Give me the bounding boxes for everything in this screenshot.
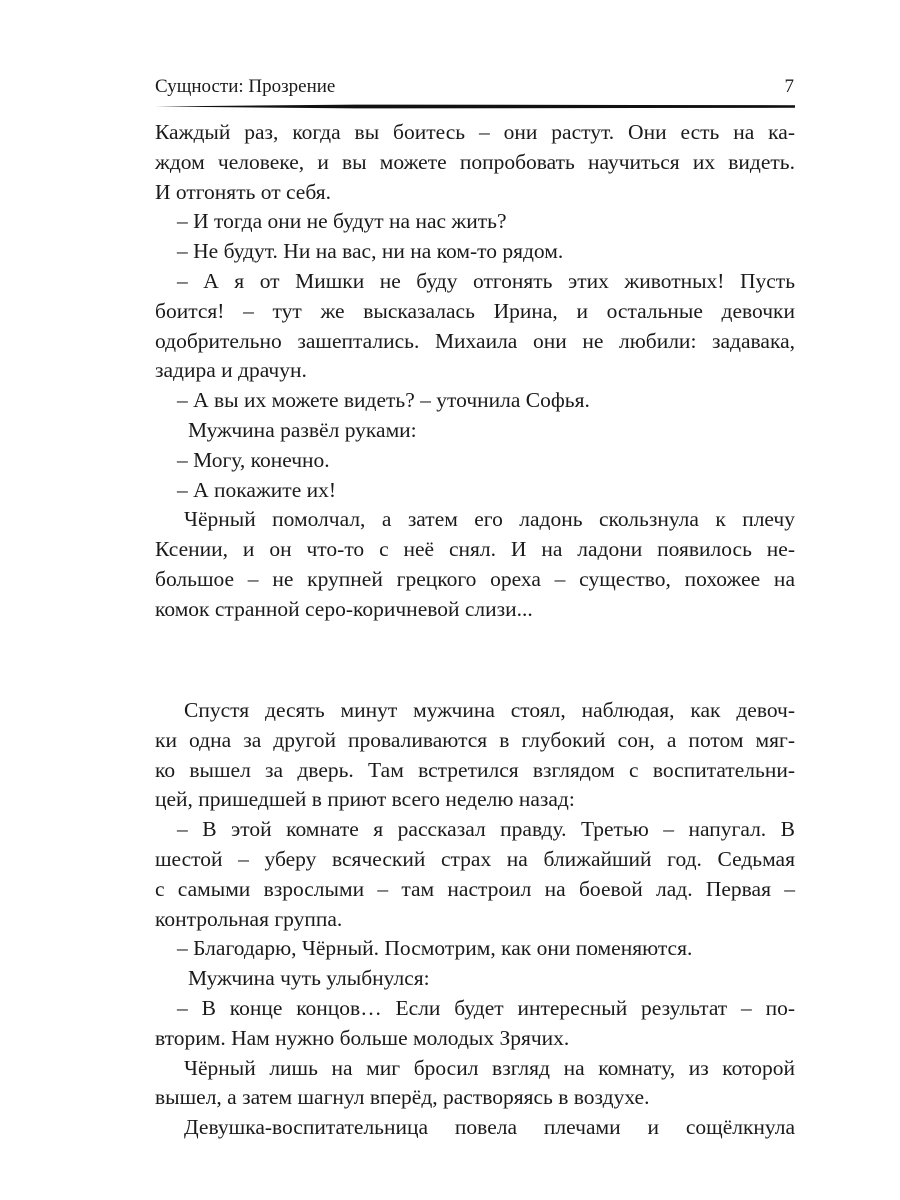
text-line: – В этой комнате я рассказал правду. Третью – напугал. В [177, 817, 795, 842]
text-line: ки одна за другой проваливаются в глубокий сон, а потом мяг- [155, 727, 795, 752]
text-line: – В конце концов… Если будет интересный результат – по- [177, 995, 795, 1020]
header-rule [155, 104, 795, 109]
text-line: Девушка-воспитательница повела плечами и сощёлкнула [184, 1115, 795, 1140]
text-line: – Не будут. Ни на вас, ни на ком-то рядом. [177, 239, 564, 264]
text-line: – Могу, конечно. [177, 447, 330, 472]
text-line: – А покажите их! [177, 477, 337, 502]
text-line: контрольная группа. [155, 906, 343, 931]
text-line: большое – не крупней грецкого ореха – существо, похожее на [155, 566, 795, 591]
text-line: вторим. Нам нужно больше молодых Зрячих. [155, 1025, 570, 1050]
text-line: одобрительно зашептались. Михаила они не любили: задавака, [155, 328, 795, 353]
text-line: боится! – тут же высказалась Ирина, и остальные девочки [155, 298, 795, 323]
running-title: Сущности: Прозрение [155, 76, 336, 97]
text-block-1 [155, 118, 795, 625]
text-line: Чёрный лишь на миг бросил взгляд на комнату, из которой [184, 1055, 795, 1080]
text-line: – И тогда они не будут на нас жить? [177, 209, 507, 234]
text-line: Мужчина чуть улыбнулся: [188, 966, 430, 991]
text-block-2 [155, 696, 795, 1143]
text-line: И отгонять от себя. [155, 179, 332, 204]
text-line: – А я от Мишки не буду отгонять этих животных! Пусть [177, 268, 795, 293]
text-line: вышел, а затем шагнул вперёд, растворяясь в воздухе. [155, 1085, 650, 1110]
text-line: комок странной серо-коричневой слизи... [155, 596, 533, 621]
text-line: – А вы их можете видеть? – уточнила Софья. [177, 388, 590, 413]
text-line: ко вышел за дверь. Там встретился взглядом с воспитательни- [155, 757, 795, 782]
page-header [155, 74, 794, 100]
text-line: Чёрный помолчал, а затем его ладонь скользнула к плечу [184, 507, 795, 532]
text-line: Спустя десять минут мужчина стоял, наблюдая, как девоч- [184, 698, 795, 722]
text-line: цей, пришедшей в приют всего неделю назад: [155, 787, 575, 812]
text-line: Ксении, и он что-то с неё снял. И на ладони появилось не- [155, 537, 795, 562]
text-line: ждом человеке, и вы можете попробовать научиться их видеть. [155, 149, 795, 174]
text-line: шестой – уберу всяческий страх на ближайший год. Седьмая [155, 846, 795, 871]
text-line: Мужчина развёл руками: [188, 417, 417, 442]
text-line: задира и драчун. [155, 358, 307, 383]
text-line: Каждый раз, когда вы боитесь – они растут. Они есть на ка- [155, 120, 795, 144]
text-line: с самыми взрослыми – там настроил на боевой лад. Первая – [155, 876, 795, 901]
page-number: 7 [784, 76, 794, 97]
text-line: – Благодарю, Чёрный. Посмотрим, как они поменяются. [177, 936, 693, 961]
